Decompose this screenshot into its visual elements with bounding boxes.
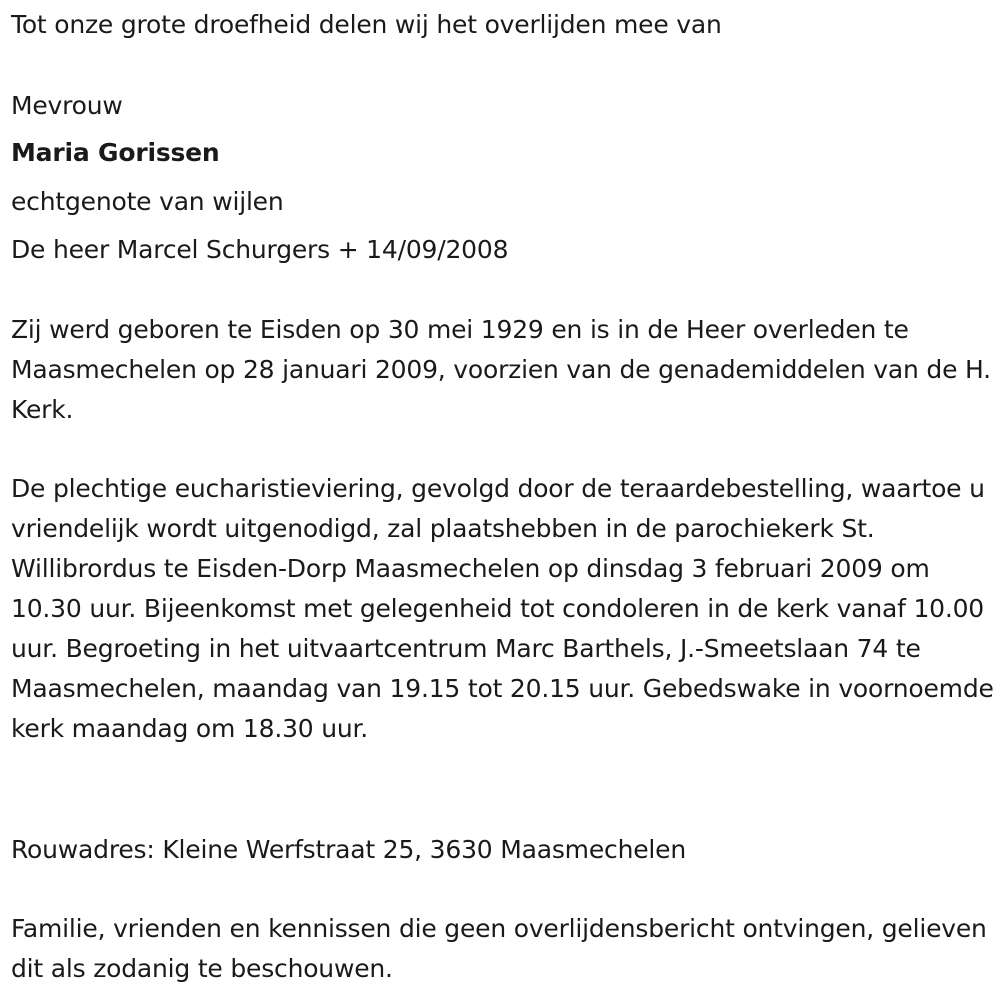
birth-death-paragraph: Zij werd geboren te Eisden op 30 mei 1929 en is in de Heer overleden te Maasmechelen op 28 januari 2009, voorzien van de genademiddelen van de H. Kerk. <box>11 315 991 424</box>
ceremony-paragraph: De plechtige eucharistieviering, gevolgd door de teraardebestelling, waartoe u vriendelijk wordt uitgenodigd, zal plaatshebben in de parochiekerk St. Willibrordus te Eisden-Dorp Maasmechelen op dinsdag 3 februari 2009 om 10.30 uur. Bijeenkomst met gelegenheid tot condoleren in de kerk vanaf 10.00 uur. Begroeting in het uitvaartcentrum Marc Barthels, J.-Smeetslaan 74 te Maasmechelen, maandag van 19.15 tot 20.15 uur. Gebedswake in voornoemde kerk maandag om 18.30 uur. <box>11 474 994 743</box>
deceased-name: Maria Gorissen <box>11 138 220 167</box>
intro-text: Tot onze grote droefheid delen wij het overlijden mee van <box>11 10 722 39</box>
relation-text: echtgenote van wijlen <box>11 187 284 216</box>
closing-paragraph: Familie, vrienden en kennissen die geen overlijdensbericht ontvingen, gelieven dit als zodanig te beschouwen. <box>11 914 987 983</box>
mourning-address: Rouwadres: Kleine Werfstraat 25, 3630 Maasmechelen <box>11 835 686 864</box>
salutation: Mevrouw <box>11 91 123 120</box>
spouse-text: De heer Marcel Schurgers + 14/09/2008 <box>11 235 509 264</box>
